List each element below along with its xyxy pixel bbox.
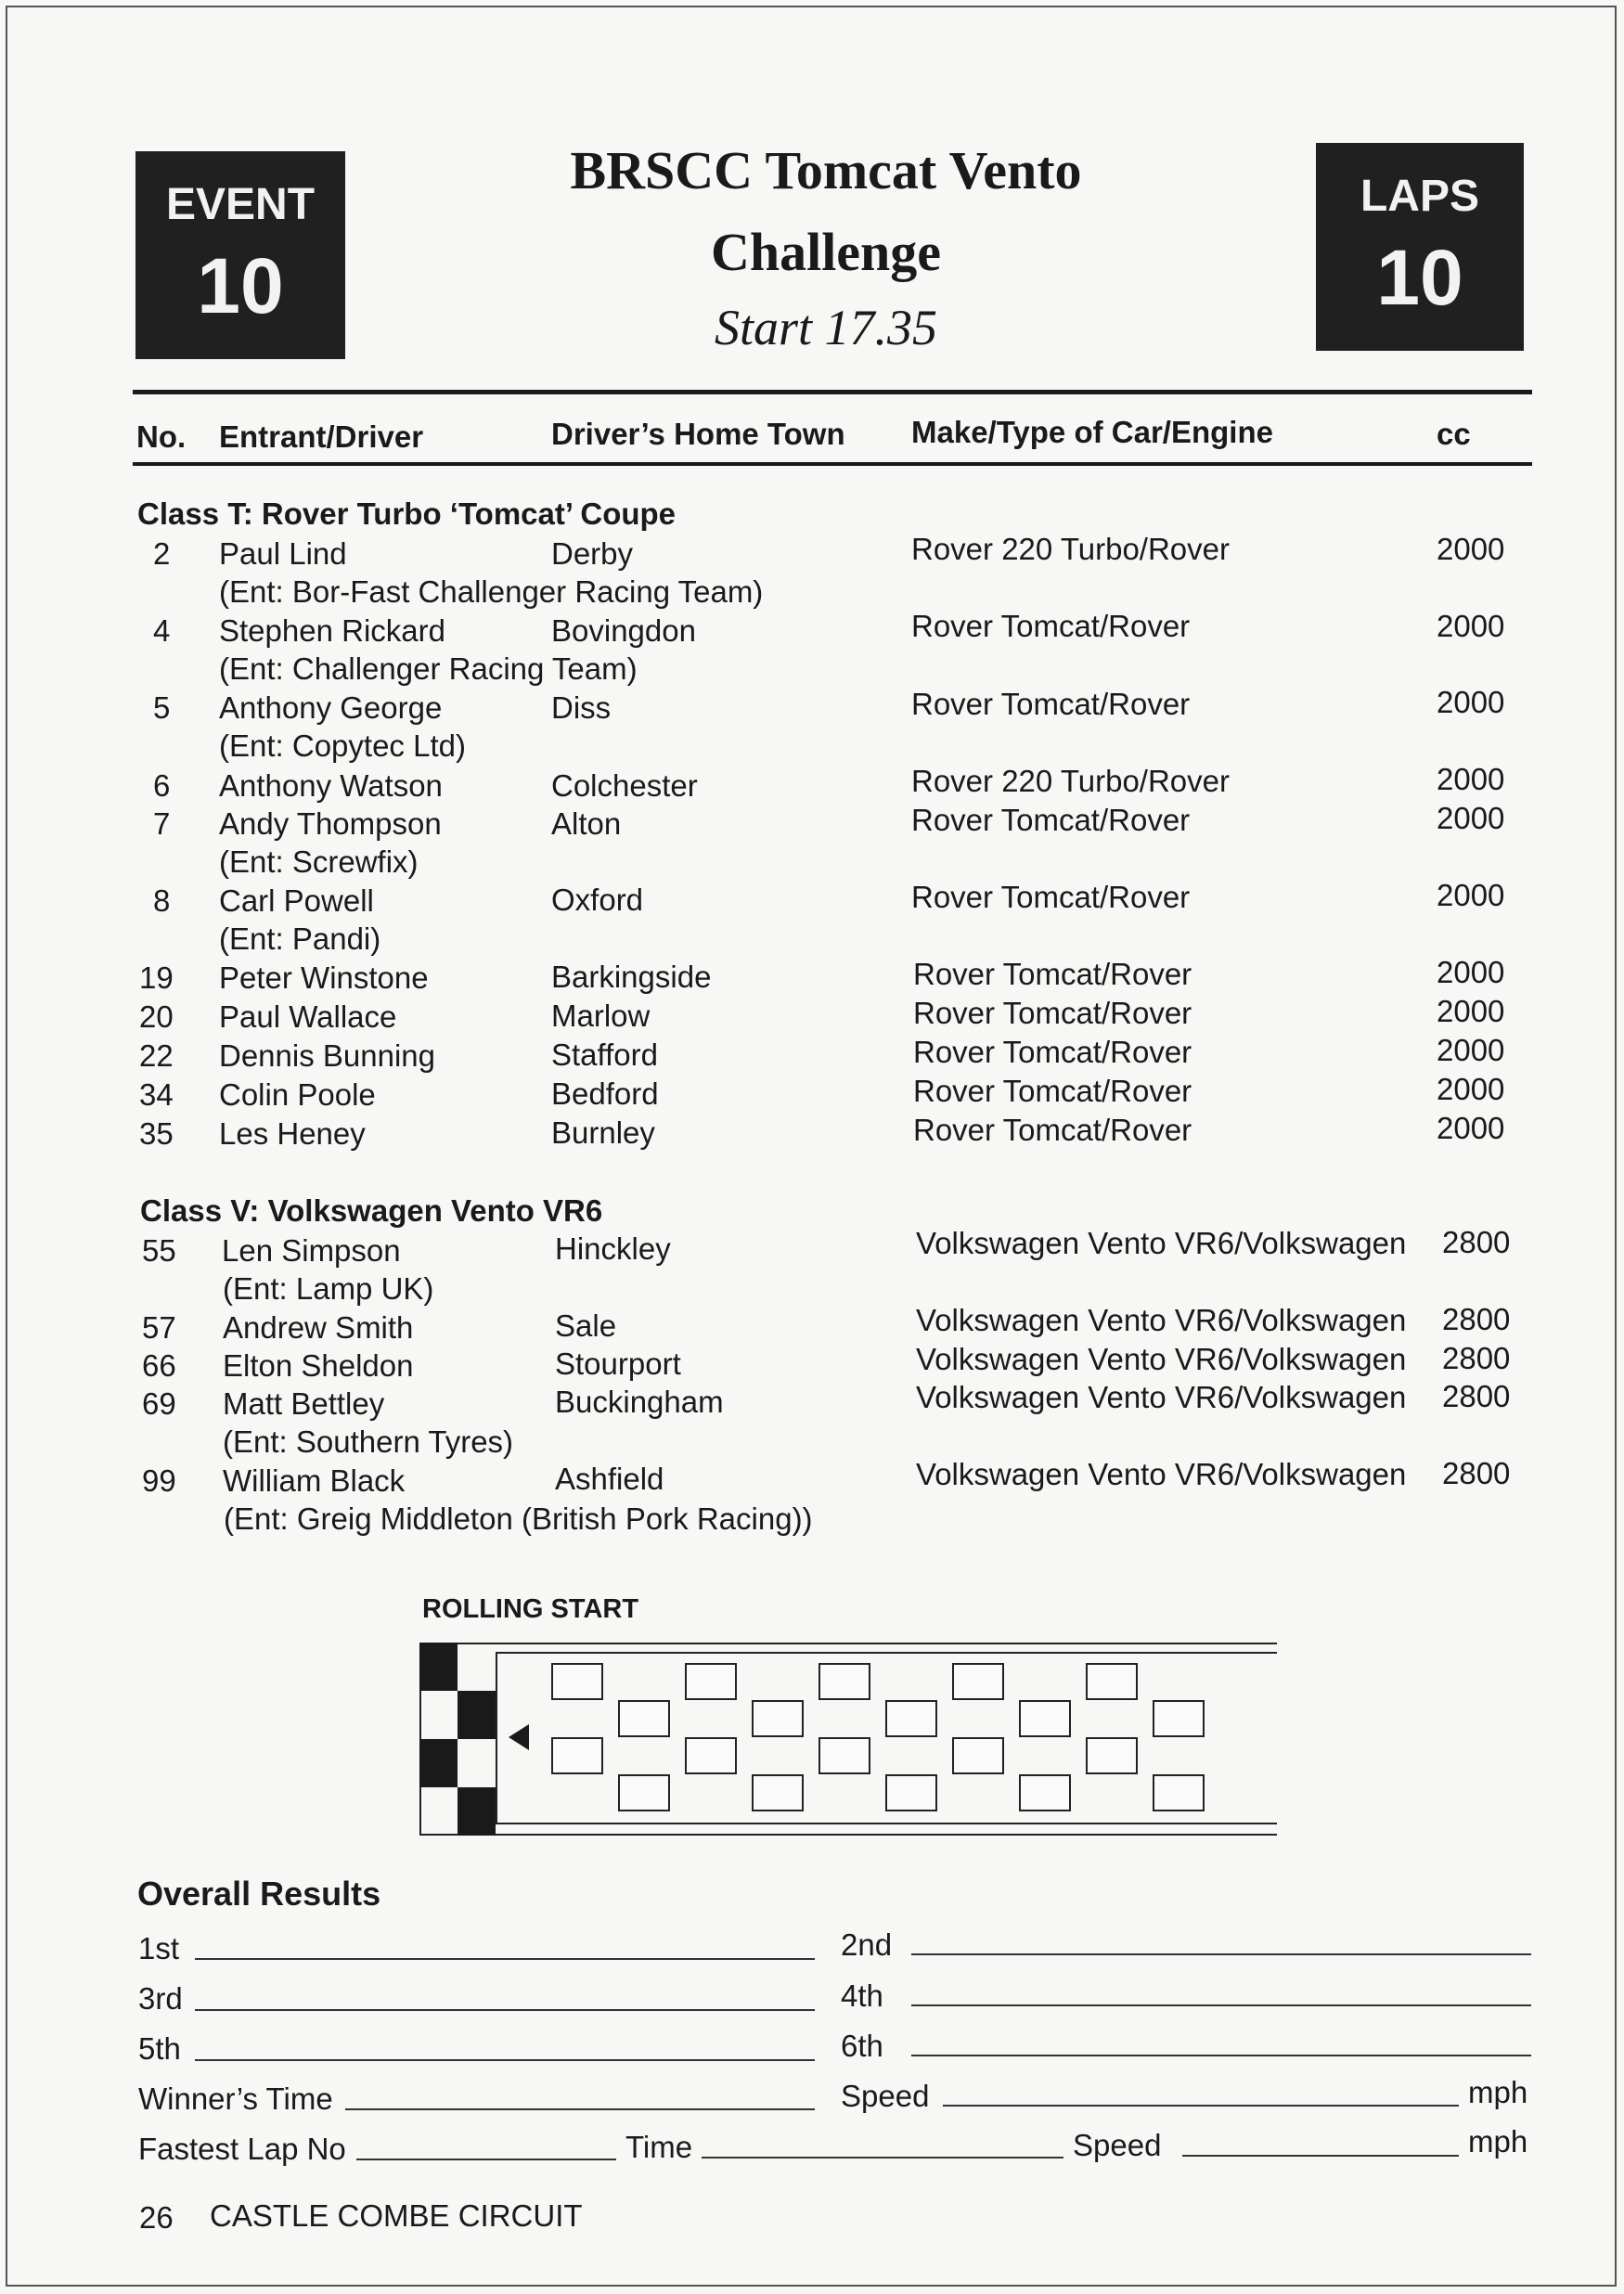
engine-cc: 2800 xyxy=(1442,1341,1511,1375)
car-number: 4 xyxy=(153,613,171,648)
car-make: Rover Tomcat/Rover xyxy=(913,996,1192,1030)
driver-name: Anthony Watson xyxy=(219,768,443,803)
car-make: Rover Tomcat/Rover xyxy=(911,880,1191,914)
grid-slot xyxy=(1019,1774,1071,1811)
car-number: 8 xyxy=(153,883,171,918)
grid-slot xyxy=(618,1774,670,1811)
driver-name: Paul Wallace xyxy=(219,999,397,1034)
chequered-flag xyxy=(419,1643,496,1836)
class-heading: Class V: Volkswagen Vento VR6 xyxy=(140,1193,603,1228)
winners-time-label: Winner’s Time xyxy=(138,2081,333,2116)
grid-slot xyxy=(685,1737,737,1774)
car-number: 34 xyxy=(139,1077,174,1112)
car-number: 19 xyxy=(139,960,174,995)
result-label-6th: 6th xyxy=(841,2029,883,2063)
entrant-name: (Ent: Challenger Racing Team) xyxy=(219,651,638,686)
grid-slot xyxy=(1153,1774,1205,1811)
grid-slot xyxy=(752,1700,804,1737)
grid-slot xyxy=(952,1737,1004,1774)
fastest-time-label: Time xyxy=(625,2130,693,2164)
engine-cc: 2000 xyxy=(1437,1033,1505,1067)
col-no: No. xyxy=(136,419,187,454)
grid-slot xyxy=(752,1774,804,1811)
result-label-2nd: 2nd xyxy=(841,1927,893,1962)
entrant-name: (Ent: Bor-Fast Challenger Racing Team) xyxy=(219,574,764,609)
car-make: Volkswagen Vento VR6/Volkswagen xyxy=(916,1303,1407,1337)
entrant-name: (Ent: Lamp UK) xyxy=(223,1271,434,1306)
driver-name: Len Simpson xyxy=(222,1233,401,1268)
driver-name: Matt Bettley xyxy=(223,1386,385,1421)
home-town: Buckingham xyxy=(555,1385,724,1419)
car-make: Rover Tomcat/Rover xyxy=(911,609,1191,643)
grid-slot xyxy=(551,1663,603,1700)
header-bottom-rule xyxy=(133,462,1532,466)
home-town: Derby xyxy=(551,536,634,571)
home-town: Marlow xyxy=(551,999,651,1033)
driver-name: Anthony George xyxy=(219,690,443,725)
driver-name: Colin Poole xyxy=(219,1077,376,1112)
grid-slot xyxy=(1086,1737,1138,1774)
grid-slot xyxy=(818,1737,870,1774)
entrant-name: (Ent: Southern Tyres) xyxy=(223,1424,514,1459)
home-town: Diss xyxy=(551,690,612,725)
home-town: Stafford xyxy=(551,1037,658,1072)
car-make: Volkswagen Vento VR6/Volkswagen xyxy=(916,1342,1407,1376)
winner-mph-label: mph xyxy=(1468,2075,1528,2109)
car-number: 5 xyxy=(153,690,171,725)
car-make: Rover Tomcat/Rover xyxy=(913,957,1192,991)
rolling-start-label: ROLLING START xyxy=(422,1594,639,1624)
result-1st-line[interactable] xyxy=(195,1958,815,1960)
result-6th-line[interactable] xyxy=(911,2055,1531,2056)
col-town: Driver’s Home Town xyxy=(551,417,845,451)
circuit-name: CASTLE COMBE CIRCUIT xyxy=(210,2198,583,2233)
home-town: Oxford xyxy=(551,883,644,917)
car-make: Rover 220 Turbo/Rover xyxy=(911,532,1231,566)
result-4th-line[interactable] xyxy=(911,2004,1531,2006)
driver-name: Stephen Rickard xyxy=(219,613,445,648)
col-make: Make/Type of Car/Engine xyxy=(911,415,1273,449)
engine-cc: 2000 xyxy=(1437,955,1505,989)
entrant-name: (Ent: Copytec Ltd) xyxy=(219,728,466,763)
header-top-rule xyxy=(133,390,1532,394)
car-number: 2 xyxy=(153,536,171,571)
home-town: Alton xyxy=(551,806,622,841)
grid-slot xyxy=(685,1663,737,1700)
home-town: Burnley xyxy=(551,1115,655,1150)
result-label-1st: 1st xyxy=(138,1931,180,1965)
engine-cc: 2800 xyxy=(1442,1379,1511,1413)
driver-name: William Black xyxy=(223,1463,406,1498)
laps-number: 10 xyxy=(1376,234,1463,321)
entrant-name: (Ent: Greig Middleton (British Pork Racing)) xyxy=(224,1501,813,1536)
car-number: 66 xyxy=(142,1348,176,1383)
car-number: 7 xyxy=(153,806,171,841)
driver-name: Carl Powell xyxy=(219,883,374,918)
entrant-name: (Ent: Pandi) xyxy=(219,921,381,956)
fastest-time-line[interactable] xyxy=(702,2157,1063,2159)
fastest-speed-label: Speed xyxy=(1073,2128,1162,2162)
engine-cc: 2000 xyxy=(1437,994,1505,1028)
engine-cc: 2000 xyxy=(1437,878,1505,912)
engine-cc: 2000 xyxy=(1437,1072,1505,1106)
class-heading: Class T: Rover Turbo ‘Tomcat’ Coupe xyxy=(137,496,677,531)
grid-slot xyxy=(1086,1663,1138,1700)
home-town: Ashfield xyxy=(555,1462,664,1496)
home-town: Bovingdon xyxy=(551,613,696,648)
page-number: 26 xyxy=(139,2200,174,2235)
car-make: Rover Tomcat/Rover xyxy=(911,803,1191,837)
car-make: Rover Tomcat/Rover xyxy=(913,1113,1192,1147)
entrant-name: (Ent: Screwfix) xyxy=(219,844,419,879)
home-town: Colchester xyxy=(551,768,698,803)
home-town: Bedford xyxy=(551,1076,659,1111)
driver-name: Paul Lind xyxy=(219,536,347,571)
result-5th-line[interactable] xyxy=(195,2059,815,2061)
grid-slot xyxy=(952,1663,1004,1700)
grid-slot xyxy=(885,1774,937,1811)
grid-slot xyxy=(1019,1700,1071,1737)
engine-cc: 2000 xyxy=(1437,685,1505,719)
grid-slot xyxy=(1153,1700,1205,1737)
fastest-mph-label: mph xyxy=(1468,2124,1528,2159)
race-title-line1: BRSCC Tomcat Vento xyxy=(570,140,1082,200)
start-time: Start 17.35 xyxy=(714,300,938,355)
winner-speed-label: Speed xyxy=(841,2079,930,2113)
event-number: 10 xyxy=(197,242,284,329)
engine-cc: 2800 xyxy=(1442,1302,1511,1336)
car-number: 20 xyxy=(139,999,174,1034)
event-label: EVENT xyxy=(165,180,316,229)
engine-cc: 2000 xyxy=(1437,532,1505,566)
car-number: 99 xyxy=(142,1463,176,1498)
car-number: 35 xyxy=(139,1116,174,1151)
grid-slot xyxy=(551,1737,603,1774)
engine-cc: 2000 xyxy=(1437,609,1505,643)
car-make: Volkswagen Vento VR6/Volkswagen xyxy=(916,1380,1407,1414)
grid-slot xyxy=(618,1700,670,1737)
engine-cc: 2000 xyxy=(1437,801,1505,835)
driver-name: Andy Thompson xyxy=(219,806,442,841)
car-make: Rover Tomcat/Rover xyxy=(913,1035,1192,1069)
driver-name: Les Heney xyxy=(219,1116,366,1151)
col-entrant: Entrant/Driver xyxy=(219,419,424,454)
results-heading: Overall Results xyxy=(137,1875,381,1913)
engine-cc: 2000 xyxy=(1437,762,1505,796)
home-town: Hinckley xyxy=(555,1231,671,1266)
car-make: Volkswagen Vento VR6/Volkswagen xyxy=(916,1457,1407,1491)
result-label-4th: 4th xyxy=(841,1978,883,2013)
fastest-lap-line[interactable] xyxy=(356,2159,616,2160)
engine-cc: 2000 xyxy=(1437,1111,1505,1145)
driver-name: Elton Sheldon xyxy=(223,1348,414,1383)
fastest-speed-line[interactable] xyxy=(1182,2155,1459,2157)
pole-arrow-icon xyxy=(509,1724,529,1750)
grid-slot xyxy=(885,1700,937,1737)
result-3rd-line[interactable] xyxy=(195,2009,815,2011)
car-number: 22 xyxy=(139,1038,174,1073)
rolling-start-grid xyxy=(419,1643,1277,1836)
driver-name: Andrew Smith xyxy=(223,1310,414,1345)
laps-label: LAPS xyxy=(1360,172,1479,221)
home-town: Stourport xyxy=(555,1347,681,1381)
home-town: Sale xyxy=(555,1308,617,1343)
result-label-5th: 5th xyxy=(138,2031,181,2066)
grid-slot xyxy=(818,1663,870,1700)
winner-speed-line[interactable] xyxy=(943,2105,1459,2107)
result-label-3rd: 3rd xyxy=(138,1981,183,2016)
car-number: 6 xyxy=(153,768,171,803)
car-number: 69 xyxy=(142,1386,176,1421)
col-cc: cc xyxy=(1437,417,1471,451)
engine-cc: 2800 xyxy=(1442,1225,1511,1259)
car-make: Rover Tomcat/Rover xyxy=(913,1074,1192,1108)
car-number: 55 xyxy=(142,1233,176,1268)
home-town: Barkingside xyxy=(551,960,712,994)
driver-name: Dennis Bunning xyxy=(219,1038,435,1073)
car-make: Volkswagen Vento VR6/Volkswagen xyxy=(916,1226,1407,1260)
driver-name: Peter Winstone xyxy=(219,960,429,995)
car-make: Rover Tomcat/Rover xyxy=(911,687,1191,721)
race-title-line2: Challenge xyxy=(710,222,942,282)
car-make: Rover 220 Turbo/Rover xyxy=(911,764,1231,798)
winners-time-line[interactable] xyxy=(345,2108,815,2110)
car-number: 57 xyxy=(142,1310,176,1345)
engine-cc: 2800 xyxy=(1442,1456,1511,1490)
fastest-lap-label: Fastest Lap No xyxy=(138,2132,346,2166)
result-2nd-line[interactable] xyxy=(911,1953,1531,1955)
